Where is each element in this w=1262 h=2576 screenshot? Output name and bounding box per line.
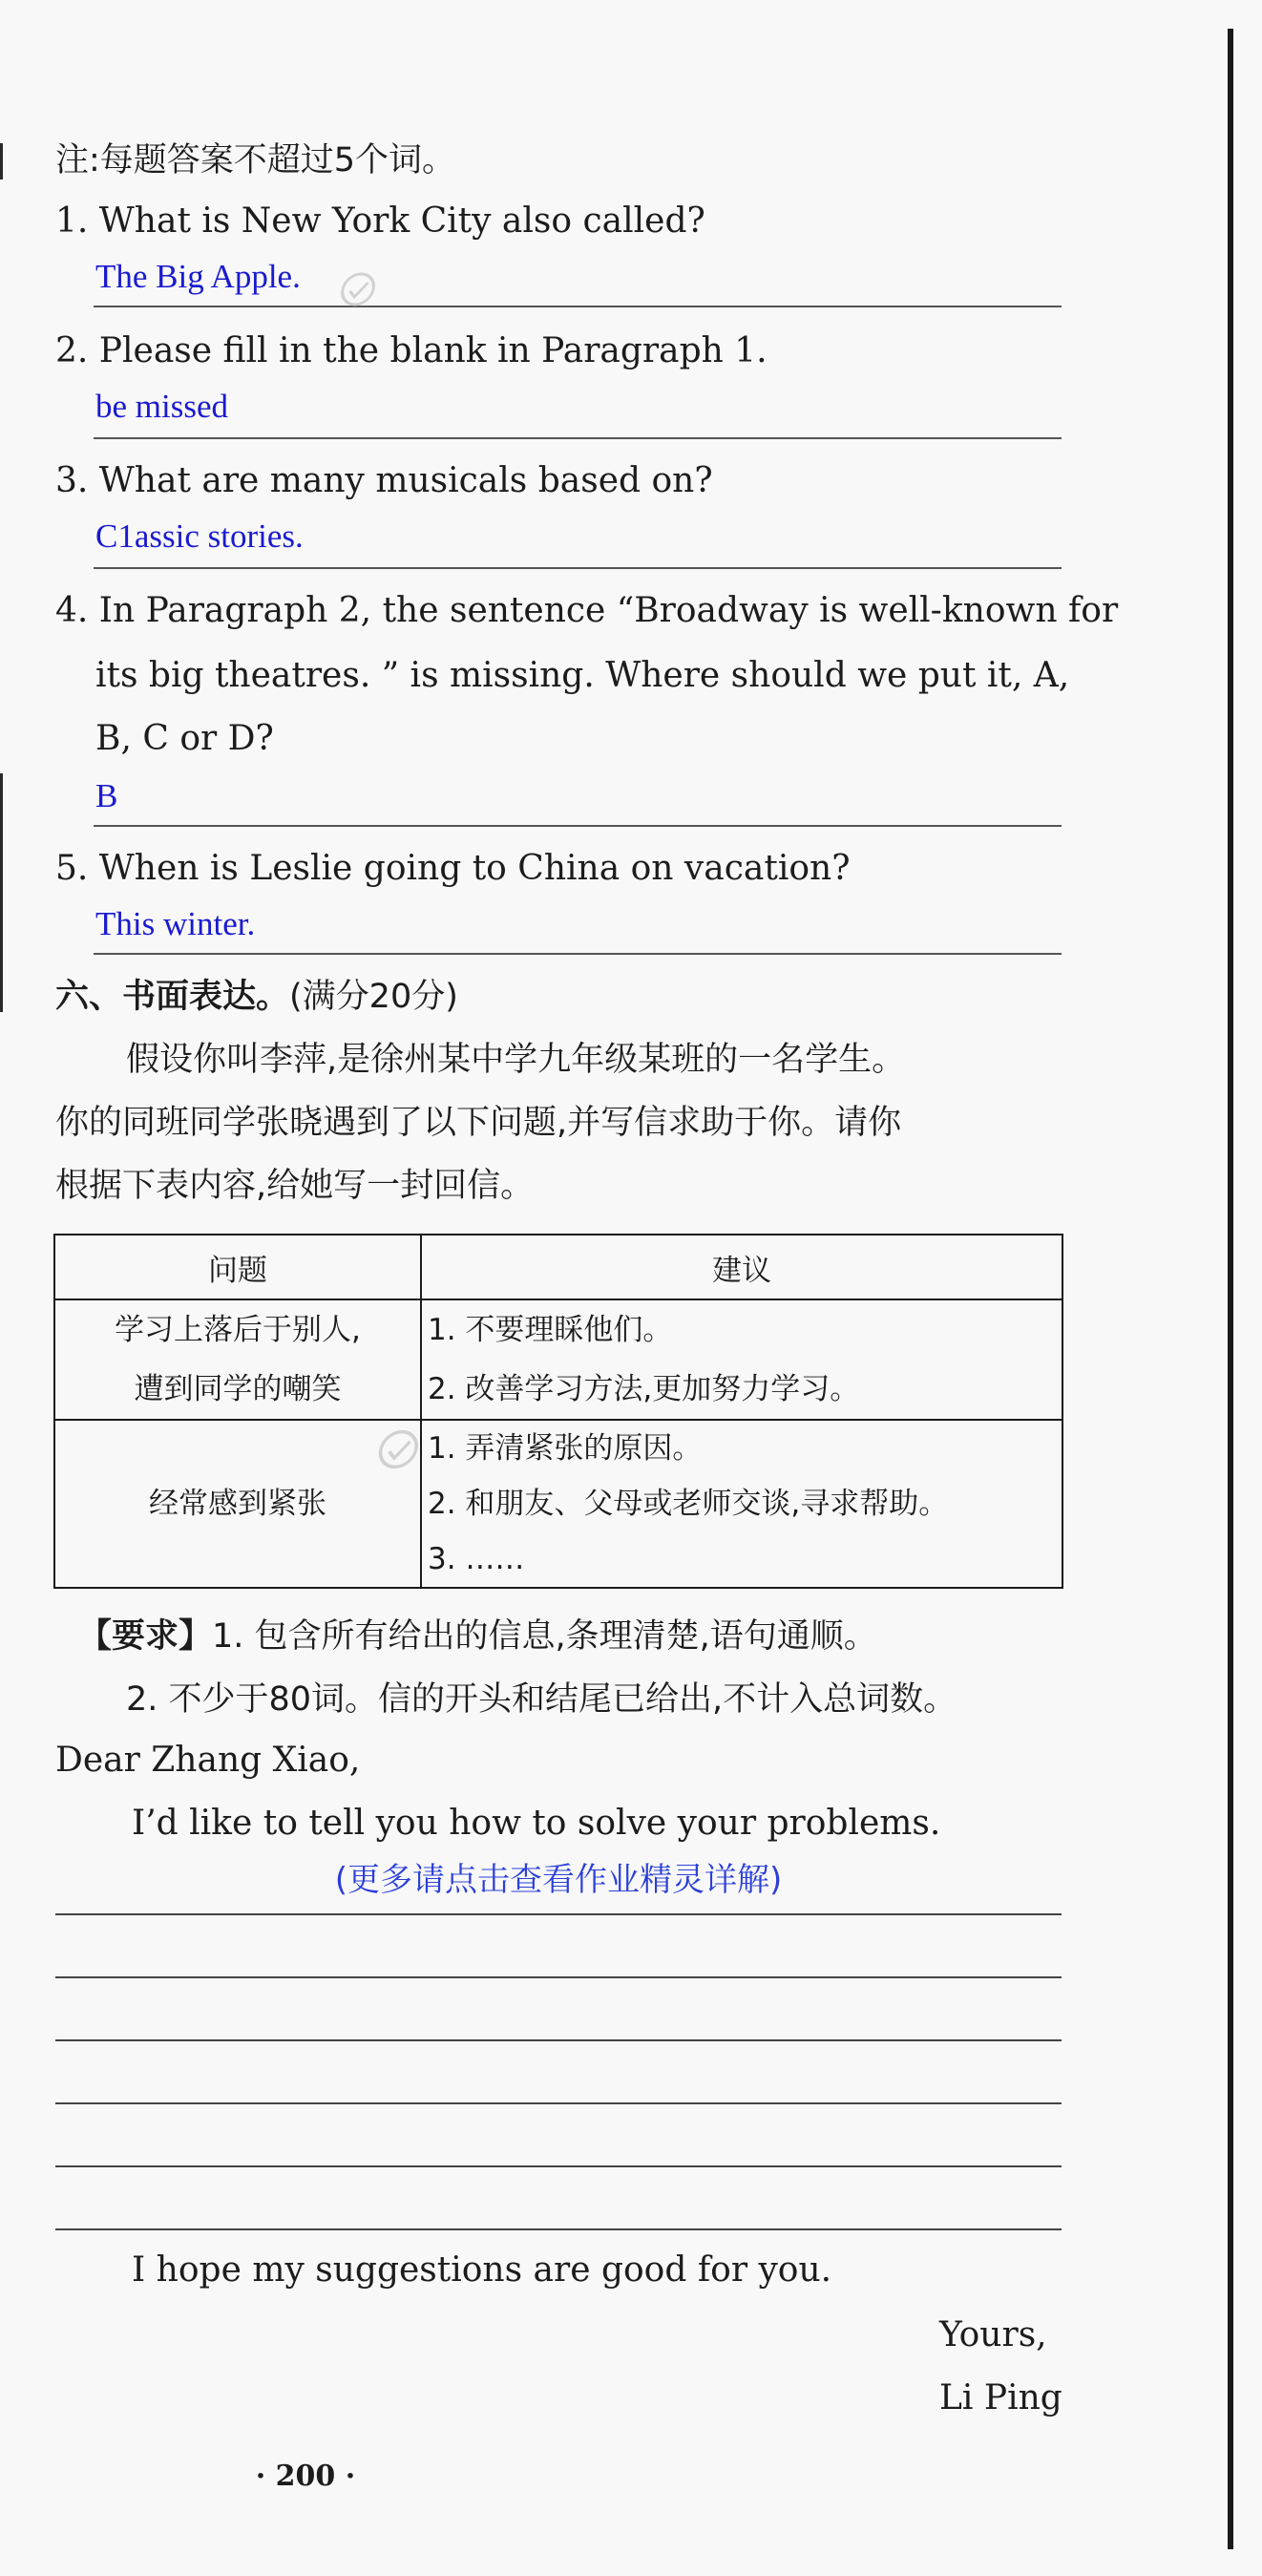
writing-line	[55, 2102, 1062, 2104]
answer-2: be missed	[95, 388, 229, 425]
letter-greeting: Dear Zhang Xiao,	[55, 1741, 361, 1780]
table-row	[54, 1299, 1062, 1420]
writing-line	[55, 2165, 1062, 2167]
question-4-line-1: 4. In Paragraph 2, the sentence “Broadway is well-known for	[55, 591, 1119, 630]
answer-1: The Big Apple.	[95, 258, 301, 295]
question-4-line-2: its big theatres. ” is missing. Where should we put it, A,	[95, 656, 1070, 695]
writing-line	[55, 2039, 1062, 2041]
requirement-label: 【要求】	[78, 1617, 213, 1656]
task-intro-line-2: 你的同班同学张晓遇到了以下问题,并写信求助于你。请你	[55, 1104, 902, 1142]
advice-cell	[421, 1299, 1062, 1420]
answer-4: B	[95, 777, 118, 814]
answer-5: This winter.	[95, 905, 256, 942]
requirement-2: 2. 不少于80词。信的开头和结尾已给出,不计入总词数。	[126, 1680, 957, 1719]
task-intro-line-3: 根据下表内容,给她写一封回信。	[55, 1167, 535, 1205]
left-edge-mark	[0, 773, 3, 1012]
question-4-line-3: B, C or D?	[95, 719, 274, 758]
letter-signature: Li Ping	[939, 2378, 1062, 2418]
advice-cell	[421, 1420, 1062, 1588]
question-3: 3. What are many musicals based on?	[55, 461, 713, 500]
problem-text: 学习上落后于别人,	[115, 1313, 361, 1347]
table-row	[54, 1420, 1062, 1588]
watermark-icon	[371, 1427, 425, 1471]
task-intro-line-1: 假设你叫李萍,是徐州某中学九年级某班的一名学生。	[126, 1041, 906, 1079]
table-header-row	[54, 1235, 1062, 1299]
section-title: 六、书面表达。	[55, 978, 290, 1016]
answer-line	[94, 825, 1062, 827]
answer-line	[94, 306, 1062, 307]
problem-advice-table	[53, 1234, 1063, 1589]
problem-text: 经常感到紧张	[149, 1487, 326, 1521]
left-edge-mark	[0, 143, 3, 179]
header-advice: 建议	[421, 1235, 1062, 1299]
section-score: (满分20分)	[289, 978, 458, 1016]
watermark-logo	[332, 250, 386, 320]
page-number: · 200 ·	[255, 2460, 356, 2493]
header-problem: 问题	[54, 1235, 421, 1299]
watermark-icon	[335, 270, 382, 308]
question-2: 2. Please fill in the blank in Paragraph 1.	[55, 331, 768, 370]
requirement-text: 1. 包含所有给出的信息,条理清楚,语句通顺。	[212, 1617, 877, 1656]
more-details-link[interactable]: (更多请点击查看作业精灵详解)	[334, 1861, 783, 1899]
question-5: 5. When is Leslie going to China on vacation?	[55, 849, 851, 888]
advice-text: 1. 弄清紧张的原因。	[428, 1431, 703, 1466]
answer-note: 注:每题答案不超过5个词。	[55, 141, 456, 179]
answer-line	[94, 567, 1062, 569]
requirement-1	[78, 1615, 877, 1658]
problem-text: 遭到同学的嘲笑	[134, 1372, 342, 1406]
advice-text: 3. ……	[428, 1542, 525, 1576]
answer-line	[94, 953, 1062, 955]
problem-cell	[54, 1420, 421, 1588]
writing-line	[55, 1913, 1062, 1915]
writing-line	[55, 1976, 1062, 1978]
advice-text: 1. 不要理睬他们。	[428, 1313, 673, 1347]
page-edge-bar	[1228, 29, 1233, 2549]
section-heading	[55, 976, 458, 1018]
letter-opening: I’d like to tell you how to solve your problems.	[132, 1804, 941, 1843]
writing-line	[55, 2228, 1062, 2230]
advice-text: 2. 改善学习方法,更加努力学习。	[428, 1372, 860, 1406]
question-1: 1. What is New York City also called?	[55, 201, 705, 241]
problem-cell	[54, 1299, 421, 1420]
answer-3: C1assic stories.	[95, 517, 304, 555]
letter-signoff: Yours,	[939, 2315, 1047, 2354]
answer-line	[94, 437, 1062, 439]
letter-closing: I hope my suggestions are good for you.	[132, 2250, 832, 2290]
advice-text: 2. 和朋友、父母或老师交谈,寻求帮助。	[428, 1487, 949, 1521]
